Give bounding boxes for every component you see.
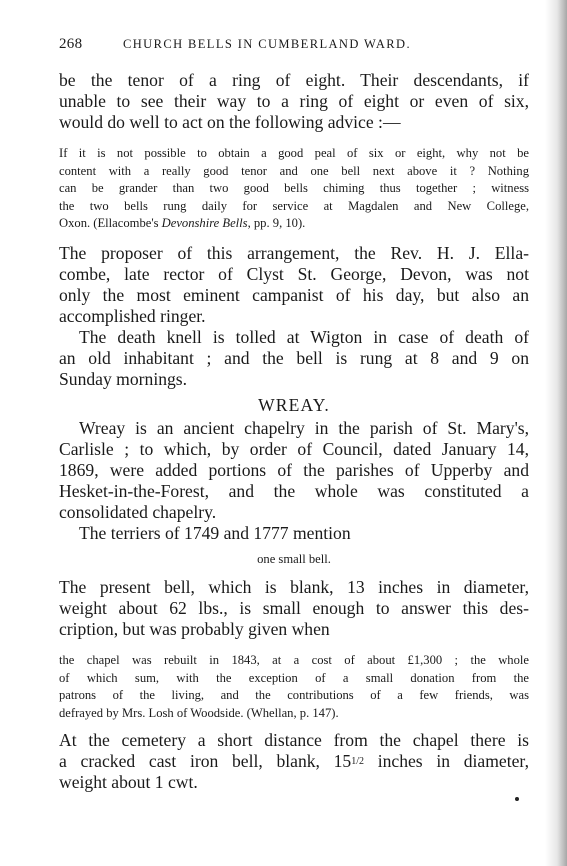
paragraph-tenor-advice xyxy=(59,70,529,133)
quote-line: defrayed by Mrs. Losh of Woodside. (Whellan, p. 147). xyxy=(59,705,339,720)
text-line: Sunday mornings. xyxy=(59,369,188,389)
quote-line: patrons of the living, and the contributions of a few friends, was xyxy=(59,688,529,703)
text-line: weight about 62 lbs., is small enough to answer this des- xyxy=(59,598,529,618)
ink-speck xyxy=(515,797,519,801)
page-gutter-shadow xyxy=(545,0,567,866)
paragraph-present-bell xyxy=(59,577,529,640)
text-line: cription, but was probably given when xyxy=(59,619,330,639)
quote-line: If it is not possible to obtain a good peal of six or eight, why not be xyxy=(59,146,529,160)
text-line: be the tenor of a ring of eight. Their descendants, if xyxy=(59,70,529,90)
quote-line: content with a really good tenor and one bell next above it ? Nothing xyxy=(59,163,529,178)
paragraph-ellacombe xyxy=(59,243,529,327)
text-line: consolidated chapelry. xyxy=(59,502,217,522)
text-line: Carlisle ; to which, by order of Council, dated January 14, xyxy=(59,439,529,459)
text-line: weight about 1 cwt. xyxy=(59,772,198,792)
text-line: The death knell is tolled at Wigton in case of death of xyxy=(79,327,529,347)
text-line: unable to see their way to a ring of eight or even of six, xyxy=(59,91,529,111)
text-line: would do well to act on the following advice :— xyxy=(59,112,401,132)
text-line: The proposer of this arrangement, the Rev. H. J. Ella- xyxy=(59,243,529,263)
text-line: Wreay is an ancient chapelry in the parish of St. Mary's, xyxy=(79,418,529,438)
text-line: At the cemetery a short distance from the chapel there is xyxy=(59,730,529,750)
text-line: only the most eminent campanist of his day, but also an xyxy=(59,285,529,305)
quote-one-small-bell xyxy=(59,551,529,569)
text-fragment: a cracked cast iron bell, blank, 15 xyxy=(59,751,352,771)
text-line: 1869, were added portions of the parishes of Upperby and xyxy=(59,460,529,480)
page-header xyxy=(59,36,529,58)
paragraph-wreay-history xyxy=(59,418,529,523)
quote-citation-line xyxy=(59,215,529,233)
section-heading: WREAY. xyxy=(258,395,330,415)
citation-prefix: Oxon. (Ellacombe's xyxy=(59,216,162,231)
citation-suffix: , pp. 9, 10). xyxy=(247,216,306,231)
quote-line: one small bell. xyxy=(257,552,331,566)
text-line xyxy=(59,751,529,772)
quote-line: of which sum, with the exception of a small donation from the xyxy=(59,670,529,685)
quote-line: the chapel was rebuilt in 1843, at a cost of about £1,300 ; the whole xyxy=(59,653,529,667)
running-title: CHURCH BELLS IN CUMBERLAND WARD. xyxy=(123,37,411,51)
quote-ellacombe xyxy=(59,145,529,233)
quote-whellan xyxy=(59,652,529,722)
text-line: combe, late rector of Clyst St. George, Devon, was not xyxy=(59,264,529,284)
paragraph-cemetery-bell xyxy=(59,730,529,793)
text-line: an old inhabitant ; and the bell is rung at 8 and 9 on xyxy=(59,348,529,368)
text-fragment: inches in diameter, xyxy=(364,751,529,771)
citation-book-title: Devonshire Bells xyxy=(161,216,248,231)
quote-line: the two bells rung daily for service at Magdalen and New College, xyxy=(59,198,529,213)
page-number: 268 xyxy=(59,36,83,52)
text-line: accomplished ringer. xyxy=(59,306,206,326)
paragraph-death-knell xyxy=(59,327,529,390)
paragraph-terriers xyxy=(59,523,529,544)
fraction-half: 1/2 xyxy=(351,756,365,767)
text-line: Hesket-in-the-Forest, and the whole was constituted a xyxy=(59,481,529,501)
quote-line: can be grander than two good bells chiming thus together ; witness xyxy=(59,181,529,196)
text-line: The terriers of 1749 and 1777 mention xyxy=(79,523,351,543)
text-line: The present bell, which is blank, 13 inches in diameter, xyxy=(59,577,529,597)
